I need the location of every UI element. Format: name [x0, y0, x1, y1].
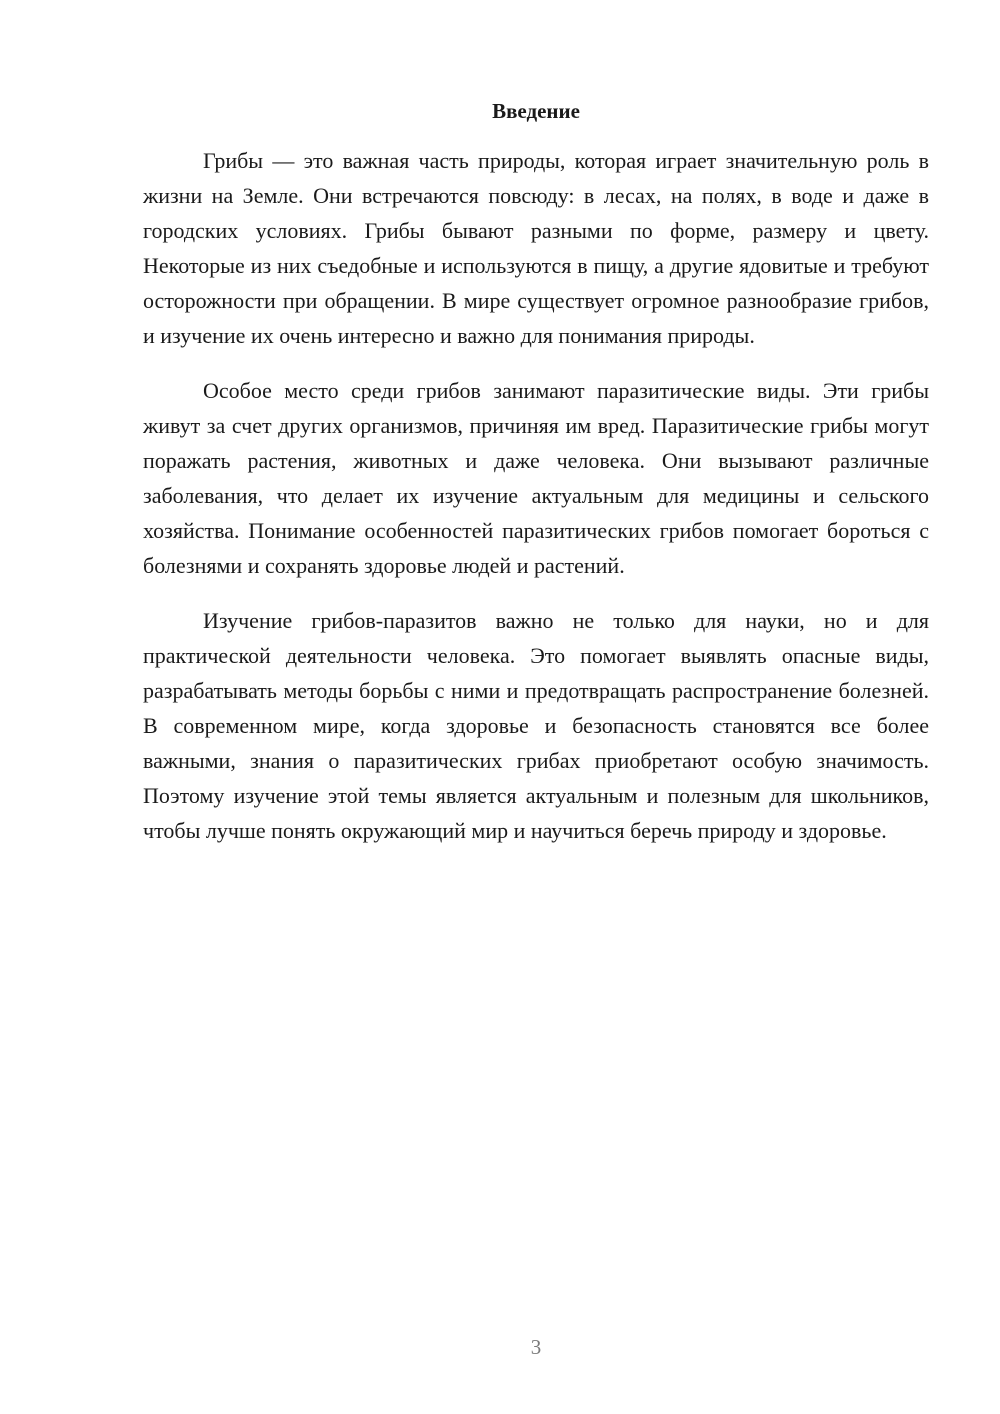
paragraph-2: Особое место среди грибов занимают паразитические виды. Эти грибы живут за счет других организмов, причиняя им вред. Паразитические грибы могут поражать растения, животных и даже человека. Они вызывают различные заболевания, что делает их изучение актуальным для медицины и сельского хозяйства. Понимание особенностей паразитических грибов помогает бороться с болезнями и сохранять здоровье людей и растений.: [143, 378, 929, 578]
paragraph-1: Грибы — это важная часть природы, которая играет значительную роль в жизни на Земле. Они встречаются повсюду: в лесах, на полях, в воде и даже в городских условиях. Грибы бывают разными по форме, размеру и цвету. Некоторые из них съедобные и используются в пищу, а другие ядовитые и требуют осторожности при обращении. В мире существует огромное разнообразие грибов, и изучение их очень интересно и важно для понимания природы.: [143, 148, 929, 348]
page-number: 3: [530, 1335, 542, 1359]
section-heading: Введение: [492, 99, 580, 123]
paragraph-3: Изучение грибов-паразитов важно не только для науки, но и для практической деятельности человека. Это помогает выявлять опасные виды, разрабатывать методы борьбы с ними и предотвращать распространение болезней. В современном мире, когда здоровье и безопасность становятся все более важными, знания о паразитических грибах приобретают особую значимость. Поэтому изучение этой темы является актуальным и полезным для школьников, чтобы лучше понять окружающий мир и научиться беречь природу и здоровье.: [143, 608, 929, 843]
body-text: [143, 143, 929, 868]
